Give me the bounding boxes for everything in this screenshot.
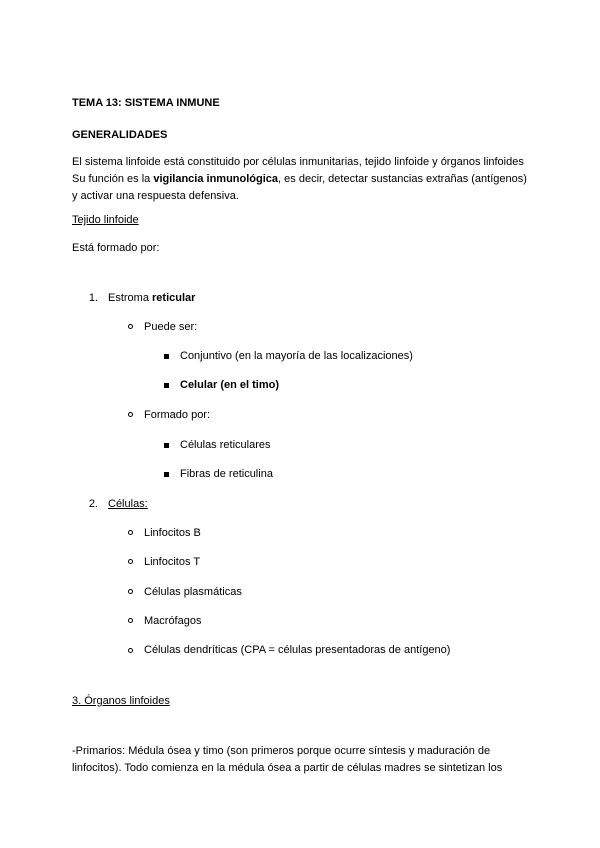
formado-intro: Está formado por: bbox=[72, 242, 160, 254]
item-linfocitos-t: Linfocitos T bbox=[144, 556, 201, 568]
square-bullet-icon bbox=[164, 354, 169, 359]
circle-bullet-icon bbox=[128, 559, 133, 564]
list-item-estroma-bold: reticular bbox=[152, 292, 196, 304]
item-celulas-reticulares: Células reticulares bbox=[180, 439, 271, 451]
item-macrofagos: Macrófagos bbox=[144, 615, 202, 627]
item-celular: Celular (en el timo) bbox=[180, 379, 280, 391]
circle-bullet-icon bbox=[128, 412, 133, 417]
item-linfocitos-b: Linfocitos B bbox=[144, 527, 201, 539]
sub-label-formado-por: Formado por: bbox=[144, 409, 211, 421]
intro-text-part1: El sistema linfoide está constituido por células inmunitarias, tejido linfoide y órganos linfoides Su función es la bbox=[72, 156, 524, 185]
intro-text-part2: , es decir, detectar sustancias extrañas (antígenos) y activar una respuesta defensiva. bbox=[72, 173, 527, 202]
square-bullet-icon bbox=[164, 383, 169, 388]
subheading-tejido-linfoide: Tejido linfoide bbox=[72, 214, 139, 226]
item-celulas-dendriticas: Células dendríticas (CPA = células presentadoras de antígeno) bbox=[144, 644, 451, 656]
list-item-estroma-plain: Estroma bbox=[108, 292, 153, 304]
square-bullet-icon bbox=[164, 472, 169, 477]
primarios-paragraph: -Primarios: Médula ósea y timo (son primeros porque ocurre síntesis y maduración de linfocitos). Todo comienza en la médula ósea a partir de células madres se sintetizan los bbox=[72, 745, 503, 774]
list-number-2: 2. bbox=[88, 498, 98, 510]
circle-bullet-icon bbox=[128, 618, 133, 623]
item-fibras-reticulina: Fibras de reticulina bbox=[180, 468, 273, 480]
subheading-organos-linfoides: 3. Órganos linfoides bbox=[72, 695, 170, 707]
circle-bullet-icon bbox=[128, 648, 133, 653]
circle-bullet-icon bbox=[128, 324, 133, 329]
item-conjuntivo: Conjuntivo (en la mayoría de las localizaciones) bbox=[180, 350, 413, 362]
square-bullet-icon bbox=[164, 443, 169, 448]
circle-bullet-icon bbox=[128, 589, 133, 594]
list-item-estroma bbox=[108, 290, 195, 307]
list-item-celulas: Células: bbox=[108, 498, 148, 510]
document-title: TEMA 13: SISTEMA INMUNE bbox=[72, 97, 220, 109]
circle-bullet-icon bbox=[128, 530, 133, 535]
intro-text-bold: vigilancia inmunológica bbox=[153, 173, 279, 185]
section-heading: GENERALIDADES bbox=[72, 129, 168, 141]
intro-paragraph bbox=[72, 154, 532, 205]
list-number-1: 1. bbox=[88, 292, 98, 304]
item-celulas-plasmaticas: Células plasmáticas bbox=[144, 586, 242, 598]
sub-label-puede-ser: Puede ser: bbox=[144, 321, 198, 333]
